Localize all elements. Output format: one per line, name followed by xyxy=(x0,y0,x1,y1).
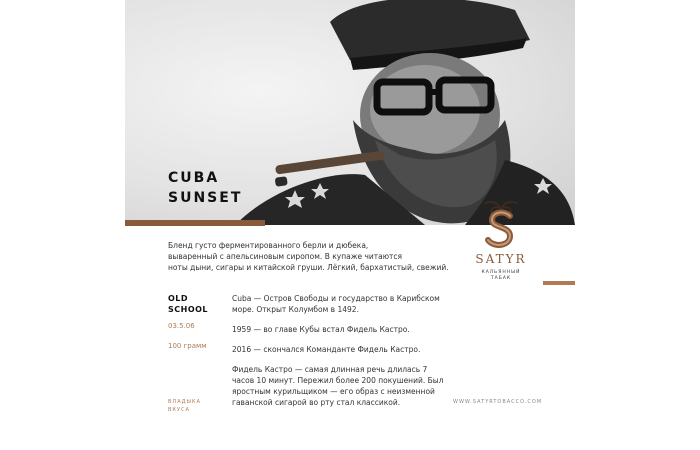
fact-line: Фидель Кастро — самая длинная речь длилась 7 xyxy=(232,365,428,374)
fact-line: 1959 — во главе Кубы встал Фидель Кастро. xyxy=(232,325,410,334)
product-title xyxy=(168,168,242,208)
accent-bar-right xyxy=(543,281,575,285)
product-line-name-1: OLD xyxy=(168,294,189,303)
fact-line: 2016 — скончался Команданте Фидель Кастро. xyxy=(232,345,421,354)
product-line-name-2: SCHOOL xyxy=(168,305,209,314)
fact-line: яростным курильщиком — его образ с неизменной xyxy=(232,387,435,396)
brand-subtitle-line-1: КАЛЬЯННЫЙ xyxy=(481,270,521,275)
product-title-line-2: SUNSET xyxy=(168,190,243,206)
satyr-s-logo-icon xyxy=(478,200,524,252)
brand-logo xyxy=(466,200,536,280)
fact-line: Cuba — Остров Свободы и государство в Карибском xyxy=(232,294,440,303)
description-line: вываренный с апельсиновым сиропом. В купаже читаются xyxy=(168,252,403,261)
product-title-line-1: CUBA xyxy=(168,170,220,186)
brand-slogan-line-1: ВЛАДЫКА xyxy=(168,399,201,405)
product-description xyxy=(168,240,458,273)
fact-line: гаванской сигарой во рту стал классикой. xyxy=(232,398,401,407)
brand-subtitle-line-2: ТАБАК xyxy=(490,276,512,281)
accent-bar-left xyxy=(125,220,265,226)
description-line: ноты дыни, сигары и китайской груши. Лёгкий, бархатистый, свежий. xyxy=(168,263,449,272)
brand-website: WWW.SATYRTOBACCO.COM xyxy=(453,399,543,405)
fact-item xyxy=(232,324,462,335)
brand-slogan-line-2: ВКУСА xyxy=(168,407,190,413)
product-line-name xyxy=(168,293,208,315)
history-facts xyxy=(232,293,462,417)
brand-subtitle xyxy=(466,270,536,282)
fact-line: море. Открыт Колумбом в 1492. xyxy=(232,305,359,314)
fact-item xyxy=(232,344,462,355)
description-line: Бленд густо ферментированного берли и дюбека, xyxy=(168,241,369,250)
product-date: 03.5.06 xyxy=(168,322,195,330)
fact-line: часов 10 минут. Пережил более 200 покушений. Был xyxy=(232,376,444,385)
brand-name: SATYR xyxy=(475,252,527,266)
fact-item xyxy=(232,364,462,408)
fact-item xyxy=(232,293,462,315)
product-weight: 100 грамм xyxy=(168,342,207,350)
brand-slogan xyxy=(168,398,201,414)
